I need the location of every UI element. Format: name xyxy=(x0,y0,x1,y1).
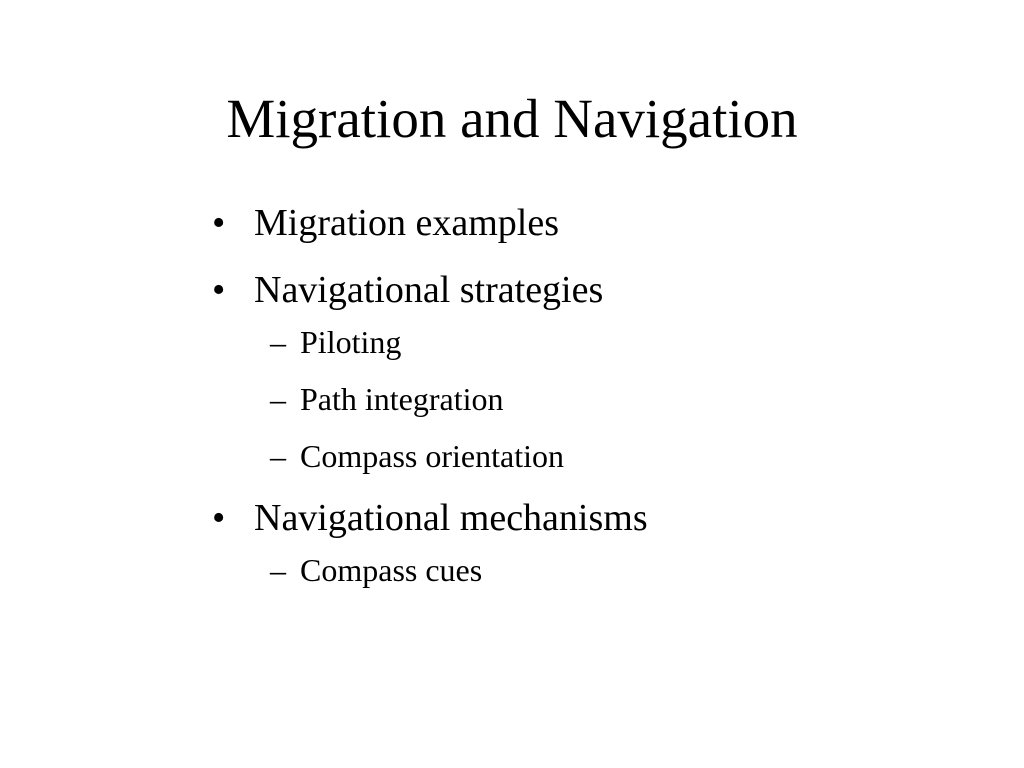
sub-list xyxy=(270,547,648,593)
sub-list-container xyxy=(212,547,648,593)
sub-item xyxy=(270,433,648,479)
bullet-text: Navigational mechanisms xyxy=(254,497,648,539)
dash-icon: – xyxy=(270,324,286,360)
bullet-text: Navigational strategies xyxy=(254,269,604,311)
bullet-item xyxy=(212,262,648,318)
sub-item-text: Compass orientation xyxy=(300,438,564,474)
dash-icon: – xyxy=(270,381,286,417)
bullet-icon: • xyxy=(212,269,226,311)
dash-icon: – xyxy=(270,438,286,474)
bullet-item xyxy=(212,195,648,251)
dash-icon: – xyxy=(270,552,286,588)
sub-item-text: Path integration xyxy=(300,381,504,417)
sub-item xyxy=(270,319,648,365)
bullet-item xyxy=(212,490,648,546)
bullet-icon: • xyxy=(212,202,226,244)
sub-item-text: Compass cues xyxy=(300,552,483,588)
bullet-list xyxy=(212,195,648,604)
sub-list-container xyxy=(212,319,648,479)
sub-item-text: Piloting xyxy=(300,324,402,360)
sub-item xyxy=(270,376,648,422)
bullet-text: Migration examples xyxy=(254,202,559,244)
sub-item xyxy=(270,547,648,593)
bullet-icon: • xyxy=(212,497,226,539)
sub-list xyxy=(270,319,648,479)
slide-title: Migration and Navigation xyxy=(226,88,798,149)
